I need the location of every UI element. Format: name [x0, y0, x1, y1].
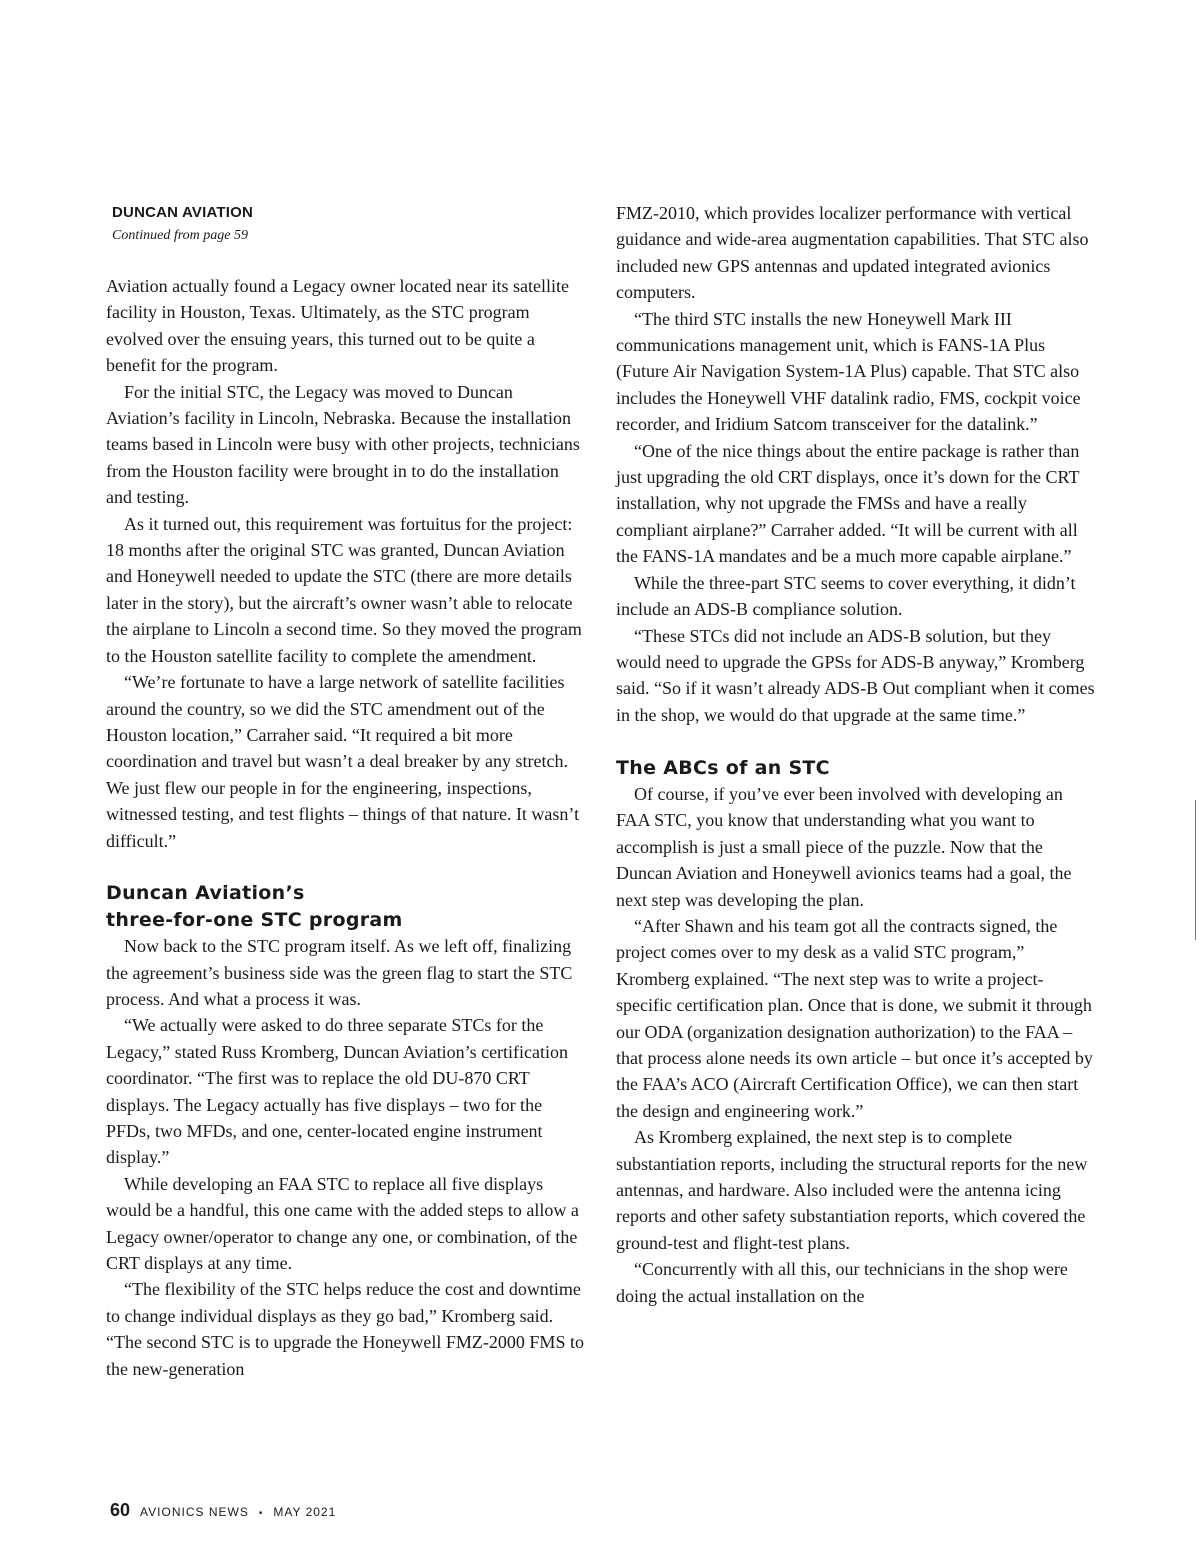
paragraph: FMZ-2010, which provides localizer performance with vertical guidance and wide-area augmentation capabilities. That STC also included new GPS antennas and updated integrated avionics computers.: [616, 203, 1089, 303]
subhead-line: Duncan Aviation’s: [106, 882, 305, 905]
left-column: [106, 200, 588, 1382]
right-body-a: [616, 200, 1098, 728]
paragraph: While the three-part STC seems to cover everything, it didn’t include an ADS-B compliance solution.: [616, 572, 1076, 620]
paragraph: “We’re fortunate to have a large network of satellite facilities around the country, so we did the STC amendment out of the Houston location,” Carraher said. “It required a bit more coordination and travel but wasn’t a deal breaker by any stretch. We just flew our people in for the engineering, inspections, witnessed testing, and test flights – things of that nature. It wasn’t difficult.”: [106, 672, 580, 851]
paragraph: Of course, if you’ve ever been involved with developing an FAA STC, you know that understanding what you want to accomplish is just a small piece of the puzzle. Now that the Duncan Aviation and Honeywell avionics teams had a goal, the next step was developing the plan.: [616, 783, 1072, 910]
paragraph: “The flexibility of the STC helps reduce the cost and downtime to change individual displays as they go bad,” Kromberg said. “The second STC is to upgrade the Honeywell FMZ-2000 FMS to the new-generation: [106, 1279, 584, 1379]
paragraph: Aviation actually found a Legacy owner located near its satellite facility in Houston, Texas. Ultimately, as the STC program evolved over the ensuing years, this turned out to be quite a benefit for the program.: [106, 276, 569, 376]
paragraph: “We actually were asked to do three separate STCs for the Legacy,” stated Russ Kromberg, Duncan Aviation’s certification coordinator. “The first was to replace the old DU-870 CRT displays. The Legacy actually has five displays – two for the PFDs, two MFDs, and one, center-located engine instrument display.”: [106, 1015, 569, 1168]
section-kicker: DUNCAN AVIATION: [112, 204, 254, 221]
subhead-three-for-one: [106, 880, 588, 933]
paragraph: For the initial STC, the Legacy was moved to Duncan Aviation’s facility in Lincoln, Nebraska. Because the installation teams based in Lincoln were busy with other projects, technicians from the Houston facility were brought in to do the installation and testing.: [106, 381, 580, 508]
subhead-line: three-for-one STC program: [106, 908, 403, 931]
continued-from-note: Continued from page 59: [112, 228, 248, 243]
issue-date: MAY 2021: [273, 1505, 337, 1519]
footer-separator: •: [258, 1508, 264, 1519]
paragraph: “One of the nice things about the entire package is rather than just upgrading the old CRT displays, once it’s down for the CRT installation, why not upgrade the FMSs and have a really compliant airplane?” Carraher added. “It will be current with all the FANS-1A mandates and be a much more capable airplane.”: [616, 440, 1080, 567]
paragraph: “These STCs did not include an ADS-B solution, but they would need to upgrade the GPSs for ADS-B anyway,” Kromberg said. “So if it wasn’t already ADS-B Out compliant when it comes in the shop, we would do that upgrade at the same time.”: [616, 625, 1095, 725]
paragraph: As Kromberg explained, the next step is to complete substantiation reports, including the structural reports for the new antennas, and hardware. Also included were the antenna icing reports and other safety substantiation reports, which covered the ground-test and flight-test plans.: [616, 1127, 1088, 1253]
paragraph: “The third STC installs the new Honeywell Mark III communications management unit, which is FANS-1A Plus (Future Air Navigation System-1A Plus) capable. That STC also includes the Honeywell VHF datalink radio, FMS, cockpit voice recorder, and Iridium Satcom transceiver for the datalink.”: [616, 308, 1081, 435]
left-body-a: [106, 273, 588, 854]
paragraph: “Concurrently with all this, our technicians in the shop were doing the actual installation on the: [616, 1259, 1068, 1306]
paragraph: While developing an FAA STC to replace all five displays would be a handful, this one came with the added steps to allow a Legacy owner/operator to change any one, or combination, of the CRT displays at any time.: [106, 1173, 579, 1274]
subhead-abcs-of-stc: The ABCs of an STC: [616, 756, 830, 779]
paragraph: As it turned out, this requirement was fortuitus for the project: 18 months after the original STC was granted, Duncan Aviation and Honeywell needed to update the STC (there are more details later in the story), but the aircraft’s owner wasn’t able to relocate the airplane to Lincoln a second time. So they moved the program to the Houston satellite facility to complete the amendment.: [106, 513, 582, 666]
right-column: [616, 200, 1098, 1309]
paragraph: “After Shawn and his team got all the contracts signed, the project comes over to my desk as a valid STC program,” Kromberg explained. “The next step was to write a project-specific certification plan. Once that is done, we submit it through our ODA (organization designation authorization) to the FAA – that process alone needs its own article – but once it’s accepted by the FAA’s ACO (Aircraft Certification Office), we can then start the design and engineering work.”: [616, 915, 1093, 1121]
left-body-b: [106, 933, 588, 1382]
page-footer: [110, 1500, 336, 1521]
paragraph: Now back to the STC program itself. As we left off, finalizing the agreement’s business side was the green flag to start the STC process. And what a process it was.: [106, 936, 573, 1009]
page-edge-line: [1195, 800, 1196, 940]
publication-name: AVIONICS NEWS: [140, 1505, 249, 1519]
page-number: 60: [110, 1500, 131, 1520]
right-body-b: [616, 781, 1098, 1309]
